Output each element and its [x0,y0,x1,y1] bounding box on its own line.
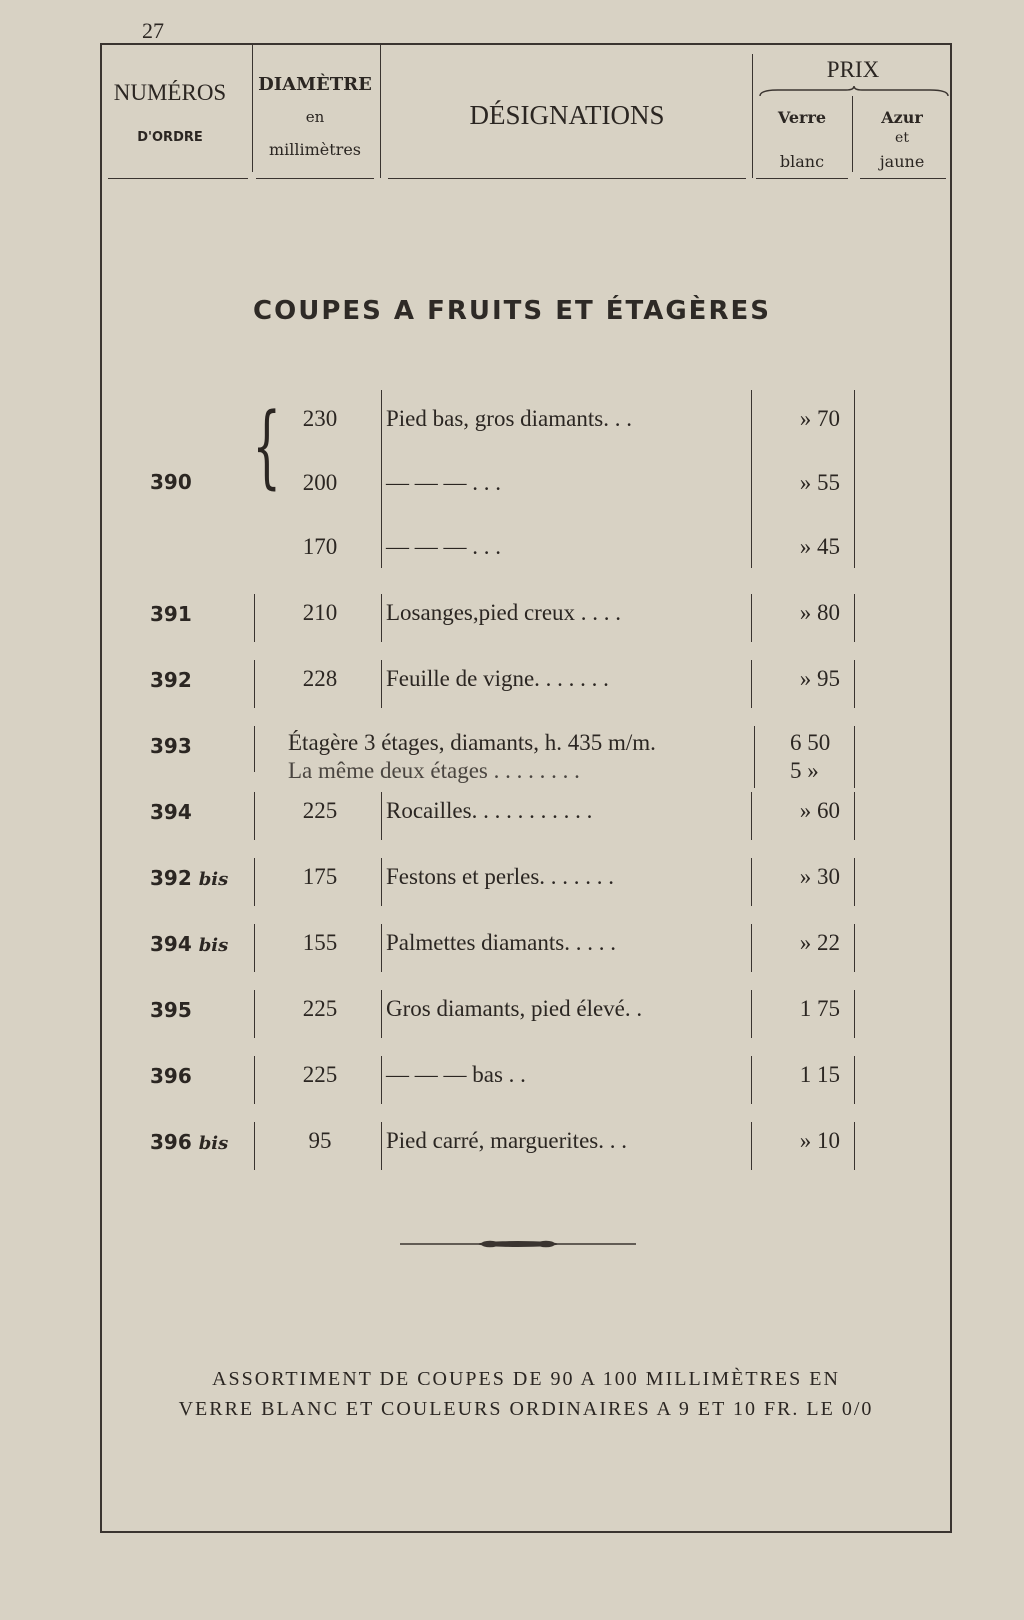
price: » 55 [799,470,840,495]
item-number: 393 [150,734,192,758]
column-rule [751,792,752,840]
header-dordre: D'ORDRE [137,130,203,145]
header-prix: PRIX [826,57,880,82]
table-row [0,924,1024,964]
column-rule [381,792,382,840]
header-divider [380,44,381,178]
header-rule [860,178,946,179]
column-rule [254,1122,255,1170]
column-rule [751,924,752,972]
diameter: 225 [302,996,338,1021]
column-rule [381,660,382,708]
item-number: 390 [150,470,192,494]
item-number: 394 [150,800,192,824]
footer-line: VERRE BLANC ET COULEURS ORDINAIRES A 9 ET 10 FR. LE 0/0 [178,1398,874,1420]
ornament-divider-icon [400,1238,636,1250]
brace-icon: { [252,394,281,499]
header-diametre: DIAMÈTRE [258,74,372,95]
column-rule [854,924,855,972]
column-rule [854,594,855,642]
column-rule [254,858,255,906]
table-row [0,1056,1024,1096]
item-number: 394 bis [150,932,229,956]
price: 1 75 [799,996,840,1021]
designation: — — — . . . [386,534,501,559]
table-row [0,400,1024,440]
column-rule [751,858,752,906]
column-rule [381,858,382,906]
column-rule [254,726,255,772]
diameter: 225 [302,1062,338,1087]
header-rule [108,178,248,179]
header-blanc: blanc [779,152,825,171]
diameter: 95 [308,1128,332,1153]
price: » 60 [799,798,840,823]
item-number: 391 [150,602,192,626]
price: 6 50 [790,730,831,755]
column-rule [254,924,255,972]
table-row [0,594,1024,634]
designation: Losanges,pied creux . . . . [386,600,622,625]
column-rule [751,594,752,642]
column-rule [381,924,382,972]
table-row [0,990,1024,1030]
price: 1 15 [799,1062,840,1087]
column-rule [381,1056,382,1104]
designation: Gros diamants, pied élevé. . [386,996,643,1021]
column-rule [254,594,255,642]
price: » 22 [799,930,840,955]
column-rule [254,792,255,840]
designation: Pied carré, marguerites. . . [386,1128,627,1153]
price: » 70 [799,406,840,431]
header-rule [756,178,848,179]
item-number: 392 [150,668,192,692]
designation: La même deux étages . . . . . . . . [288,758,580,783]
price: 5 » [790,758,819,783]
column-rule [854,660,855,708]
header-et: et [895,130,909,146]
column-rule [381,594,382,642]
diameter: 225 [302,798,338,823]
header-divider [852,96,853,172]
diameter: 228 [302,666,338,691]
header-verre: Verre [777,108,827,127]
column-rule [254,990,255,1038]
item-number: 396 [150,1064,192,1088]
designation: Feuille de vigne. . . . . . . [386,666,609,691]
diameter: 200 [302,470,338,495]
footer-line: ASSORTIMENT DE COUPES DE 90 A 100 MILLIMÈTRES EN [212,1368,840,1390]
table-row [0,660,1024,700]
diameter: 230 [302,406,338,431]
column-rule [854,792,855,840]
header-rule [256,178,374,179]
header-numeros: NUMÉROS [113,80,227,105]
diameter: 210 [302,600,338,625]
price: » 80 [799,600,840,625]
page-number: 27 [142,18,164,43]
section-title: COUPES A FRUITS ET ÉTAGÈRES [253,296,771,326]
header-designations: DÉSIGNATIONS [469,100,665,130]
diameter: 175 [302,864,338,889]
designation: Palmettes diamants. . . . . [386,930,616,955]
table-row [0,858,1024,898]
header-prix-brace-icon [758,86,950,98]
designation: Pied bas, gros diamants. . . [386,406,632,431]
column-rule [254,660,255,708]
column-rule [751,1056,752,1104]
header-millimetres: millimètres [268,140,362,159]
designation: — — — . . . [386,470,501,495]
designation: Rocailles. . . . . . . . . . . [386,798,593,823]
header-divider [752,54,753,178]
price: » 95 [799,666,840,691]
designation: Étagère 3 étages, diamants, h. 435 m/m. [288,730,656,755]
table-row [0,464,1024,504]
header-azur: Azur [881,108,923,127]
column-rule [381,1122,382,1170]
column-rule [854,990,855,1038]
price: » 45 [799,534,840,559]
column-rule [254,1056,255,1104]
item-number: 392 bis [150,866,229,890]
column-rule [381,990,382,1038]
diameter: 155 [302,930,338,955]
designation: Festons et perles. . . . . . . [386,864,615,889]
item-number: 396 bis [150,1130,229,1154]
column-rule [751,660,752,708]
designation: — — — bas . . [386,1062,526,1087]
column-rule [854,1122,855,1170]
header-jaune: jaune [879,152,925,171]
table-row [0,792,1024,832]
column-rule [751,990,752,1038]
diameter: 170 [302,534,338,559]
price: » 30 [799,864,840,889]
column-rule [854,858,855,906]
column-rule [854,1056,855,1104]
header-en: en [305,108,325,126]
table-row [0,528,1024,568]
column-rule [754,726,755,788]
table-row [0,726,1024,790]
column-rule [854,726,855,788]
price: » 10 [799,1128,840,1153]
item-number: 395 [150,998,192,1022]
header-divider [252,44,253,172]
column-rule [751,1122,752,1170]
header-rule [388,178,746,179]
table-row [0,1122,1024,1162]
